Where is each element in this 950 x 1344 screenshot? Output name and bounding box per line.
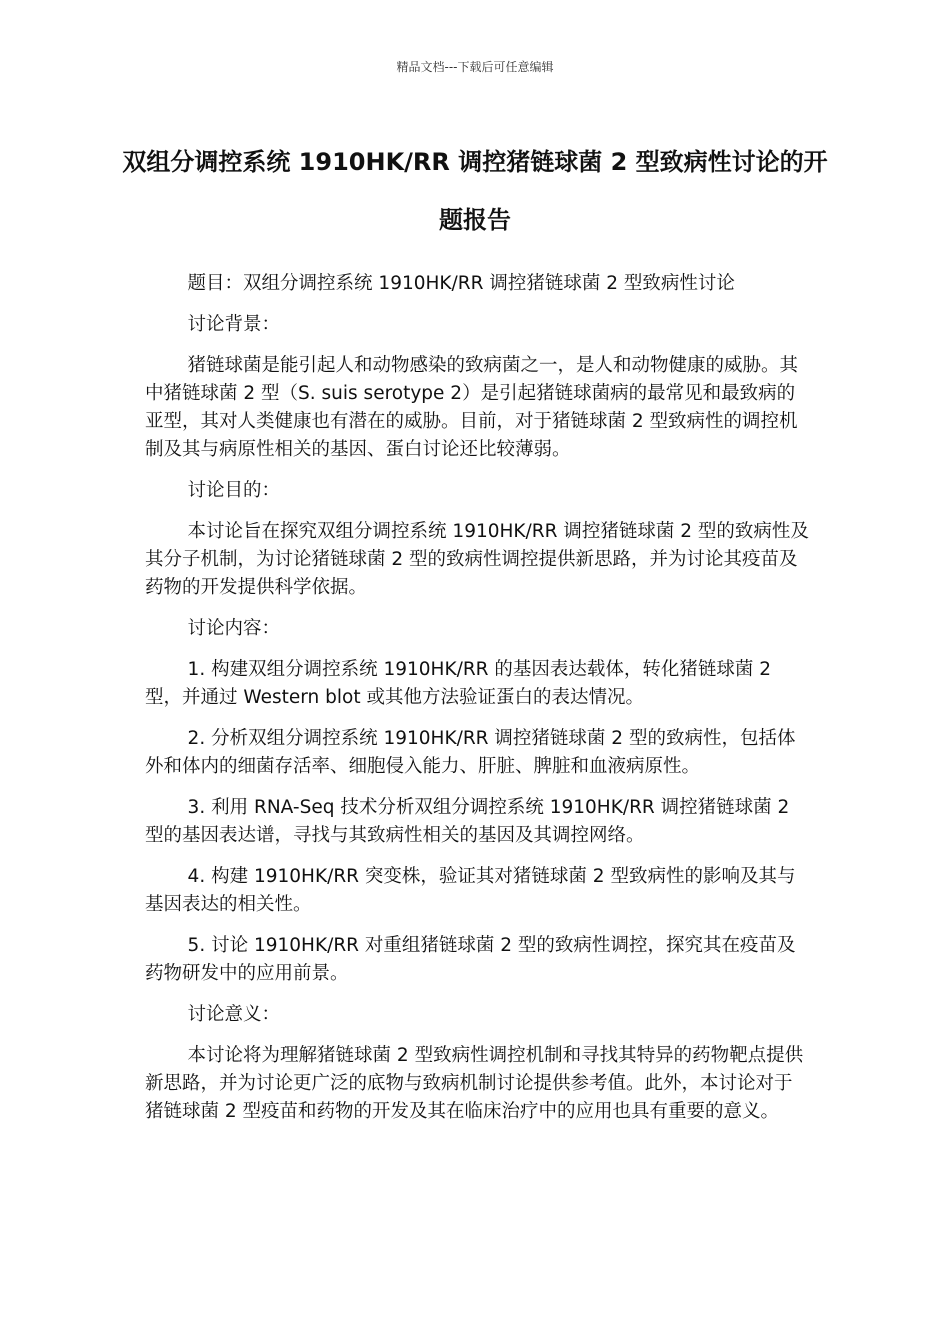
page-header: 精品文档---下载后可任意编辑 [396,60,554,74]
document-title: 双组分调控系统 1910HK/RR 调控猪链球菌 2 型致病性讨论的开题报告 [122,148,828,234]
content-item-2: 2. 分析双组分调控系统 1910HK/RR 调控猪链球菌 2 型的致病性，包括体外和体内的细菌存活率、细胞侵入能力、肝脏、脾脏和血液病原性。 [145,728,796,777]
section-heading-background: 讨论背景： [187,314,281,335]
section-heading-purpose: 讨论目的： [187,480,281,501]
purpose-paragraph: 本讨论旨在探究双组分调控系统 1910HK/RR 调控猪链球菌 2 型的致病性及其分子机制，为讨论猪链球菌 2 型的致病性调控提供新思路，并为讨论其疫苗及药物的开发提供科学依据。 [145,521,809,598]
content-item-1: 1. 构建双组分调控系统 1910HK/RR 的基因表达载体，转化猪链球菌 2 型，并通过 Western blot 或其他方法验证蛋白的表达情况。 [145,659,772,708]
content-item-5: 5. 讨论 1910HK/RR 对重组猪链球菌 2 型的致病性调控，探究其在疫苗及药物研发中的应用前景。 [145,935,796,984]
document-body [145,270,810,1139]
significance-paragraph: 本讨论将为理解猪链球菌 2 型致病性调控机制和寻找其特异的药物靶点提供新思路，并为讨论更广泛的底物与致病机制讨论提供参考值。此外，本讨论对于猪链球菌 2 型疫苗和药物的开发及其在临床治疗中的应用也具有重要的意义。 [145,1045,804,1122]
background-paragraph: 猪链球菌是能引起人和动物感染的致病菌之一，是人和动物健康的威胁。其中猪链球菌 2 型（S. suis serotype 2）是引起猪链球菌病的最常见和最致病的亚型，其对人类健康也有潜在的威胁。目前，对于猪链球菌 2 型致病性的调控机制及其与病原性相关的基因、蛋白讨论还比较薄弱。 [145,355,799,460]
topic-line: 题目：双组分调控系统 1910HK/RR 调控猪链球菌 2 型致病性讨论 [187,273,735,294]
section-heading-significance: 讨论意义： [187,1004,281,1025]
section-heading-content: 讨论内容： [187,618,281,639]
content-item-4: 4. 构建 1910HK/RR 突变株，验证其对猪链球菌 2 型致病性的影响及其与基因表达的相关性。 [145,866,796,915]
content-item-3: 3. 利用 RNA-Seq 技术分析双组分调控系统 1910HK/RR 调控猪链球菌 2 型的基因表达谱，寻找与其致病性相关的基因及其调控网络。 [145,797,790,846]
